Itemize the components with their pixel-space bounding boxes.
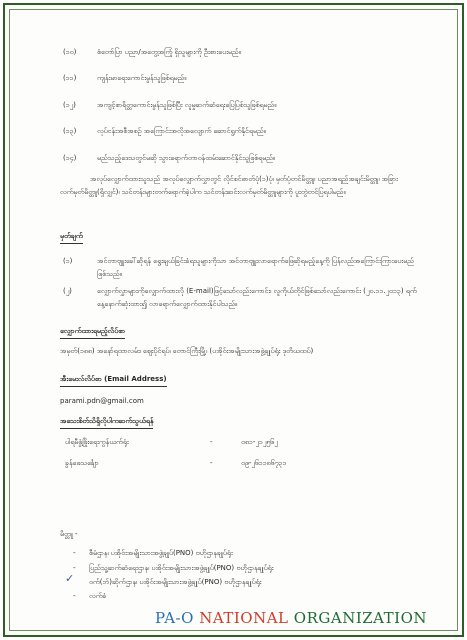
mailing-address: အမှတ်(၁၈၈) အနော်ရထာလမ်း၊ ဈေးပိုင်ရပ်၊ တောင်ကြီးမြို့၊ (ပအိုဝ်းအမျိုးသားအဖွဲ့ချုပ်ရုံး ဒုတိယထပ်) xyxy=(60,347,314,355)
document-page xyxy=(5,5,462,635)
item-number: (၁၀) xyxy=(63,48,77,56)
note-number: (၁) xyxy=(63,257,73,265)
watermark-part-2: NATIONAL xyxy=(199,609,289,627)
email-address[interactable]: parami.pdn@gmail.com xyxy=(60,397,144,405)
note-number: (၂) xyxy=(63,287,72,295)
notes-heading: မှတ်ချက် xyxy=(60,230,83,244)
item-text: မည်သည့်ဒေသတွင်မဆို သွားရောက်တာဝန်ထမ်းဆောင်နိုင်သူဖြစ်ရမည်။ xyxy=(97,154,276,162)
item-number: (၁၄) xyxy=(63,154,77,162)
item-text: စံတော်ပြာ ပညာ/အတွေ့အကြုံ ရှိသူများကို ဦးစားပေးမည်။ xyxy=(97,48,241,56)
note-text: လျှောက်လွှာများကိုလျှောက်ထားလို (E-mail)ဖြင့်သော်လည်းကောင်း၊ လူကိုယ်တိုင်ဖြစ်သော်လည်းကောင်း (၂၀.၁၁.၂၀၁၃) ရက်နေ့နောက်ဆုံးထား၍ လာရောက်လျှောက်ထားနိုင်ပါသည်။ xyxy=(97,287,417,308)
cc-item: စီမံဌာန၊ ပအိုဝ်းအမျိုးသားအဖွဲ့ချုပ်(PNO) ဗဟိုဌာနချုပ်ရုံး xyxy=(89,549,233,557)
contact-name: ခွန်ဖေသင်္ချော xyxy=(65,459,99,467)
item-text: ကျန်းမာရေးကောင်းမွန်သူဖြစ်ရမည်။ xyxy=(97,74,187,82)
email-heading: အီးမေးလ်လိပ်စာ (Email Address) xyxy=(60,373,167,387)
application-instructions-paragraph: အလုပ်လျှောက်ထားသူသည် အလုပ်လျှောက်လွှာတွင် လိုင်စင်ဓာတ်ပုံ(၁)ပုံ၊ မှတ်ပုံတင်မိတ္တူ၊ ပညာအရည်အချင်းမိတ္တူ၊ အခြားလက်မှတ်မိတ္တူ(ရှိလျှင်)၊ သင်တန်းများတက်ရောက်ခဲ့ပါက သင်တန်းဆင်းလက်မှတ်မိတ္တူများကို ပူးတွဲတင်ပြရပါမည်။ xyxy=(60,175,398,196)
list-dash: - xyxy=(73,592,76,600)
contact-heading: အသေးစိတ်သိရှိလိုပါကဆက်သွယ်ရန် xyxy=(60,415,153,429)
watermark-part-1: PA-O xyxy=(155,609,194,627)
organization-watermark xyxy=(155,609,428,627)
address-heading: လျှောက်ထားရမည့်လိပ်စာ xyxy=(60,325,125,339)
note-text: အင်တာဗျူးခေါ်ဆိုရန် ရွေးချယ်ခြင်းခံရသူများကိုသာ အင်တာဗျူးလာရောက်ဖြေဆိုရမည့်နေ့ကို ပြန်လည်အကြောင်းကြားပေးမည်ဖြစ်သည်။ xyxy=(97,257,414,278)
checkmark-icon: ✓ xyxy=(65,572,75,585)
document-frame xyxy=(3,3,464,637)
watermark-part-3: ORGANIZATION xyxy=(293,609,428,627)
cc-title: မိတ္တူ - xyxy=(60,530,78,538)
contact-name: ပါရမီဖွံ့ဖြိုးရေးကွန်ယက်ရုံး xyxy=(65,438,129,446)
list-dash: - xyxy=(73,549,76,557)
separator: - xyxy=(210,438,213,446)
phone-number: ၀၉-၂၆၁၁၈၆၇၃၁ xyxy=(241,459,287,467)
cc-item: ပြည်သူ့ဆက်ဆံရေးဌာန၊ ပအိုဝ်းအမျိုးသားအဖွဲ့ချုပ်(PNO) ဗဟိုဌာနချုပ်ရုံး xyxy=(89,564,274,572)
phone-number: ၀၈၁-၂၁၂၅၆၂ xyxy=(241,438,278,446)
cc-item: ဝက်(ဘ်)ဆိုက်ဌာန၊ ပအိုဝ်းအမျိုးသားအဖွဲ့ချုပ်(PNO) ဗဟိုဌာနချုပ်ရုံး xyxy=(89,578,262,586)
item-number: (၁၁) xyxy=(63,74,77,82)
item-number: (၁၃) xyxy=(63,127,77,135)
item-text: အကျင့်စာရိတ္တကောင်းမွန်သူဖြစ်ပြီး လူမှုဆက်ဆံရေးပြေပြစ်သူဖြစ်ရမည်။ xyxy=(97,101,277,109)
item-text: လုပ်ငန်းအစီအစဉ် အကြောင်းအလိုအလျောက် ဆောင်ရွက်နိုင်ရမည်။ xyxy=(97,127,266,135)
cc-item: လက်ခံ xyxy=(89,592,107,600)
list-dash: - xyxy=(73,564,76,572)
separator: - xyxy=(210,459,213,467)
item-number: (၁၂) xyxy=(63,101,76,109)
